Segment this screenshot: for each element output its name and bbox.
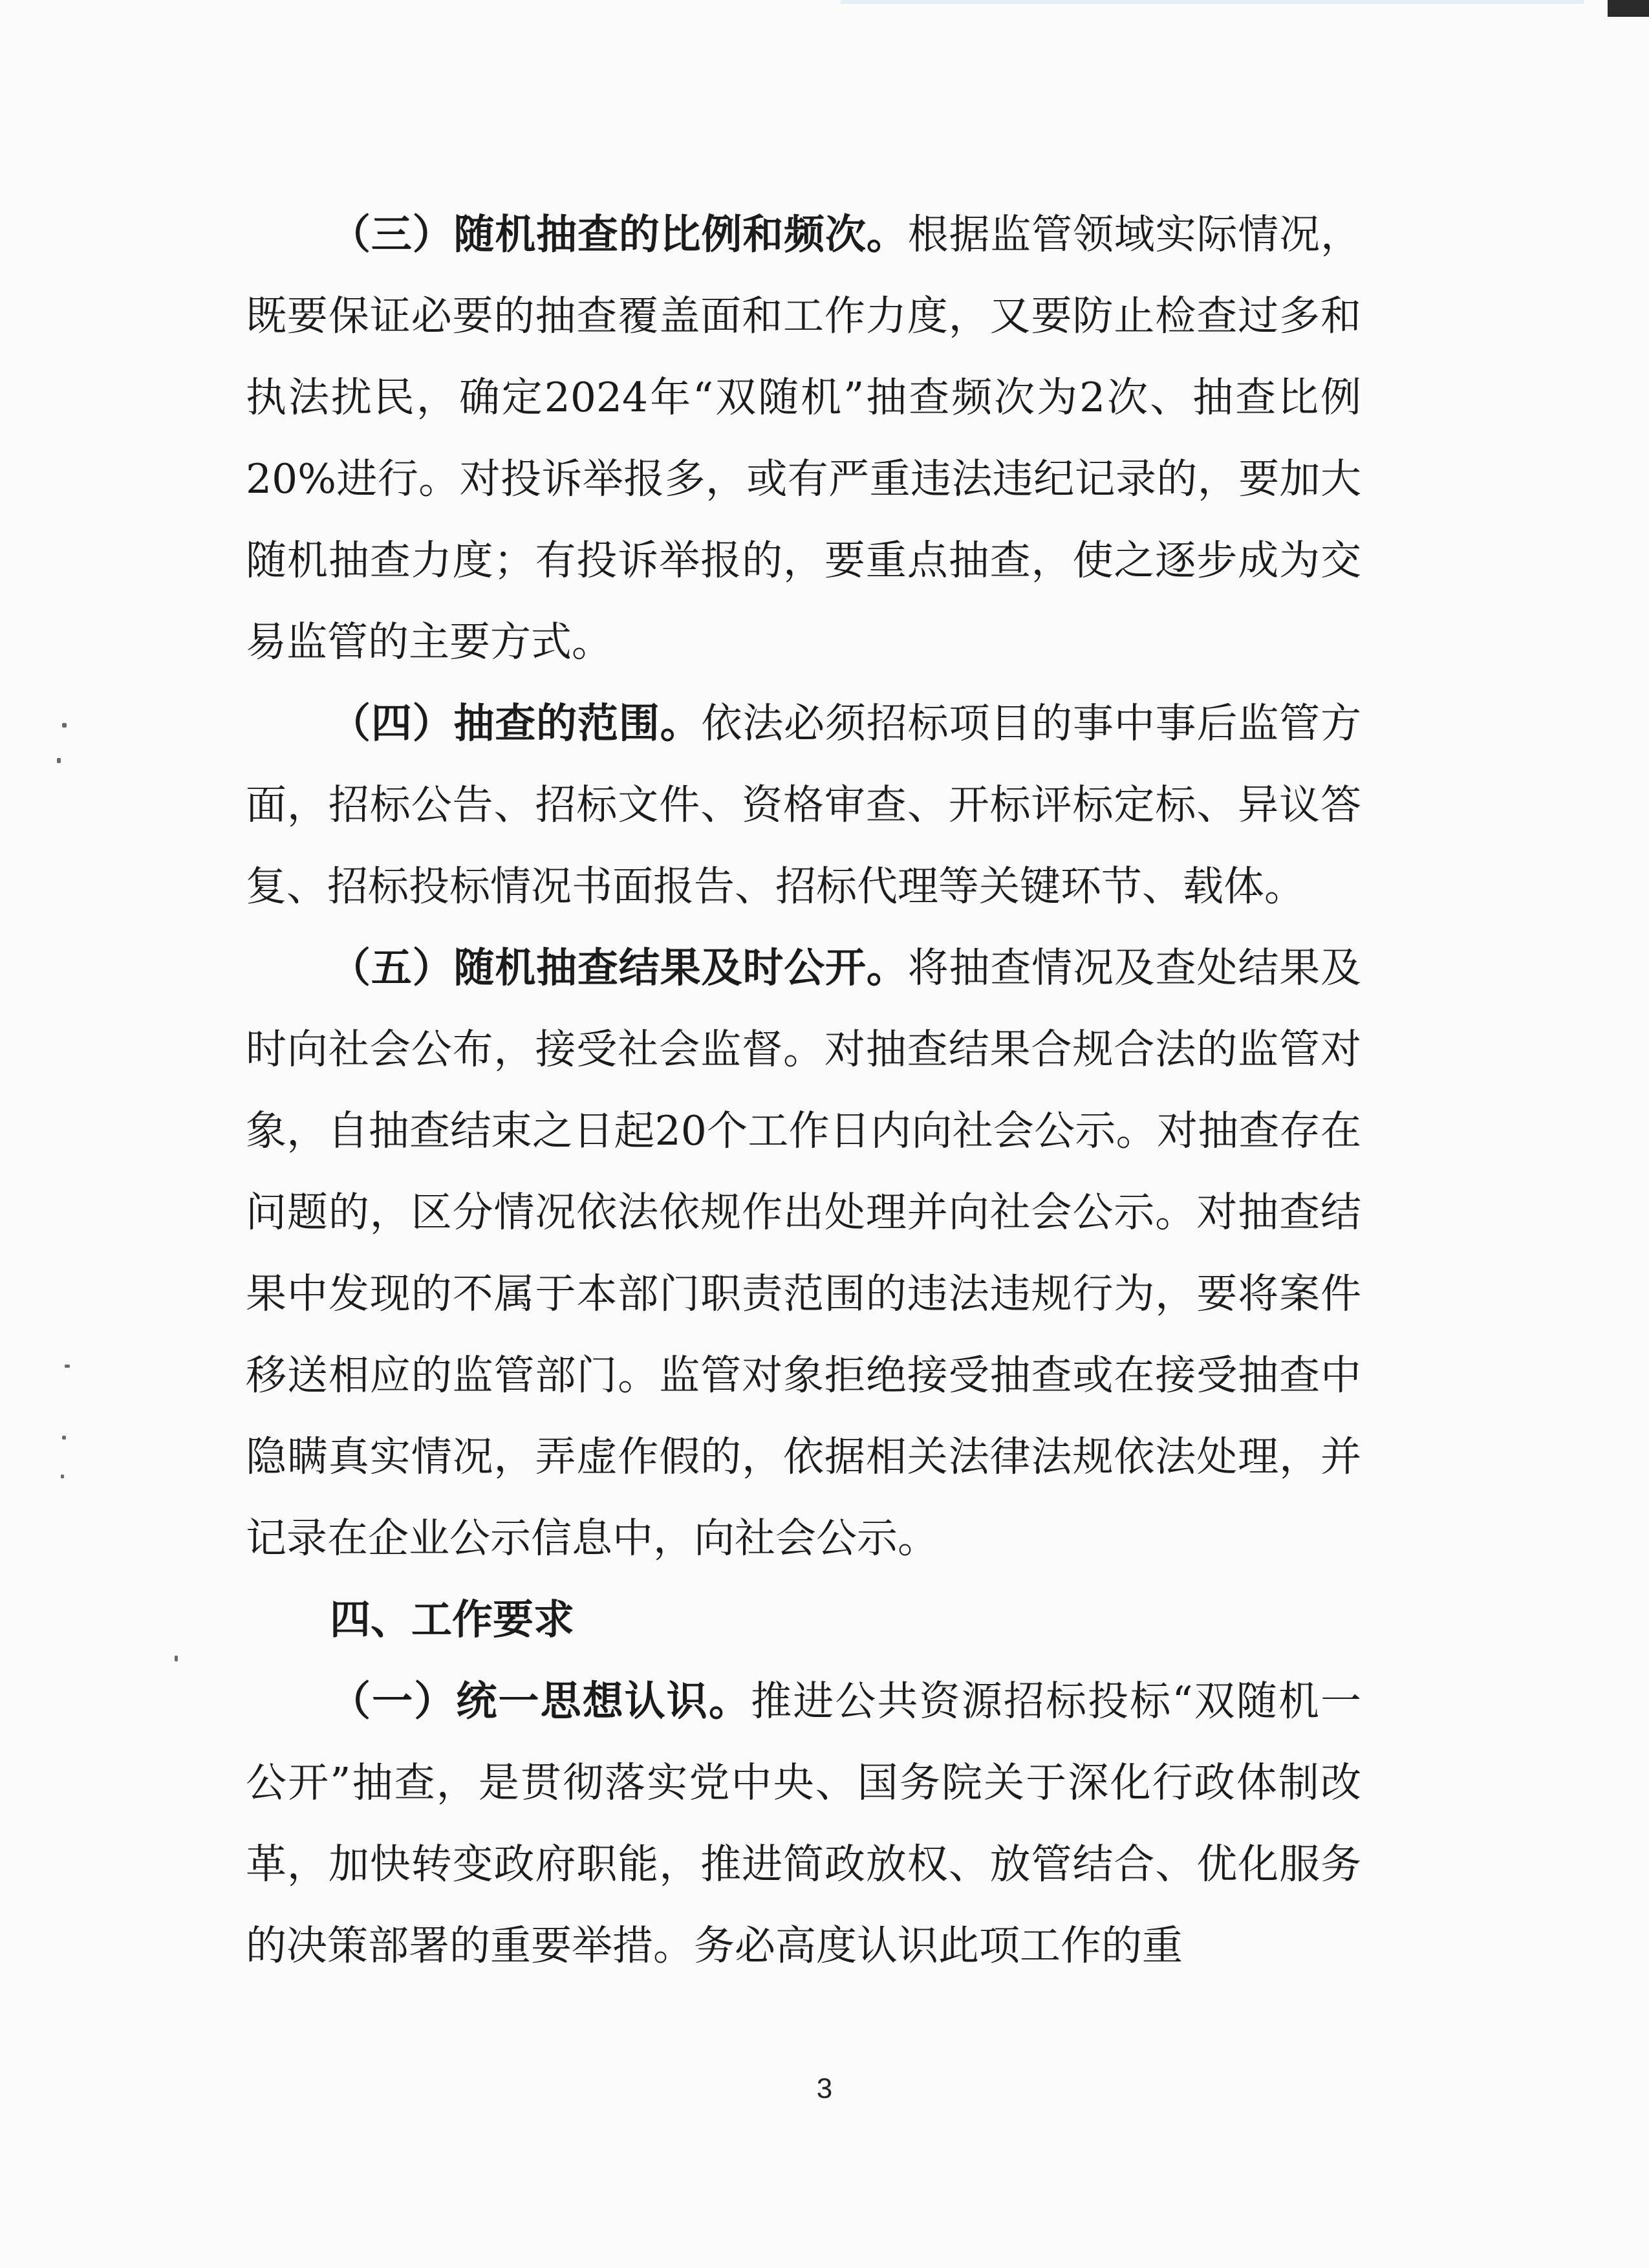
paragraph-4-1 — [246, 1661, 1361, 1987]
paragraph-text: 根据监管领域实际情况，既要保证必要的抽查覆盖面和工作力度，又要防止检查过多和执法扰民，确定2024年“双随机”抽查频次为2次、抽查比例20%进行。对投诉举报多，或有严重违法违纪记录的，要加大随机抽查力度；有投诉举报的，要重点抽查，使之逐步成为交易监管的主要方式。 — [246, 211, 1362, 665]
section-heading-4: 四、工作要求 — [330, 1596, 574, 1643]
scan-speck — [175, 1656, 178, 1661]
paragraph-lead: （一）统一思想认识。 — [330, 1678, 751, 1725]
scan-speck — [57, 758, 61, 763]
scan-speck — [62, 723, 67, 728]
paragraph-3-4 — [246, 683, 1361, 927]
scan-corner-mark — [1608, 0, 1649, 17]
paragraph-lead: （四）抽查的范围。 — [330, 700, 702, 747]
scan-speck — [61, 1474, 64, 1478]
paragraph-lead: （五）随机抽查结果及时公开。 — [330, 944, 908, 991]
paragraph-lead: （三）随机抽查的比例和频次。 — [330, 211, 908, 258]
scan-speck — [62, 1436, 66, 1440]
scan-edge-stripe — [841, 0, 1584, 4]
paragraph-3-5 — [246, 927, 1361, 1579]
paragraph-text: 推进公共资源招标投标“双随机一公开”抽查，是贯彻落实党中央、国务院关于深化行政体制改革，加快转变政府职能，推进简政放权、放管结合、优化服务的决策部署的重要举措。务必高度认识此项工作的重 — [246, 1678, 1362, 1969]
paragraph-text: 依法必须招标项目的事中事后监管方面，招标公告、招标文件、资格审查、开标评标定标、异议答复、招标投标情况书面报告、招标代理等关键环节、载体。 — [246, 700, 1361, 910]
document-body — [246, 194, 1361, 1987]
paragraph-text: 将抽查情况及查处结果及时向社会公布，接受社会监督。对抽查结果合规合法的监管对象，自抽查结束之日起20个工作日内向社会公示。对抽查存在问题的，区分情况依法依规作出处理并向社会公示。对抽查结果中发现的不属于本部门职责范围的违法违规行为，要将案件移送相应的监管部门。监管对象拒绝接受抽查或在接受抽查中隐瞒真实情况，弄虚作假的，依据相关法律法规依法处理，并记录在企业公示信息中，向社会公示。 — [246, 944, 1362, 1562]
scan-speck — [65, 1365, 70, 1368]
paragraph-3-3 — [246, 194, 1361, 683]
page-number: 3 — [816, 2073, 833, 2104]
